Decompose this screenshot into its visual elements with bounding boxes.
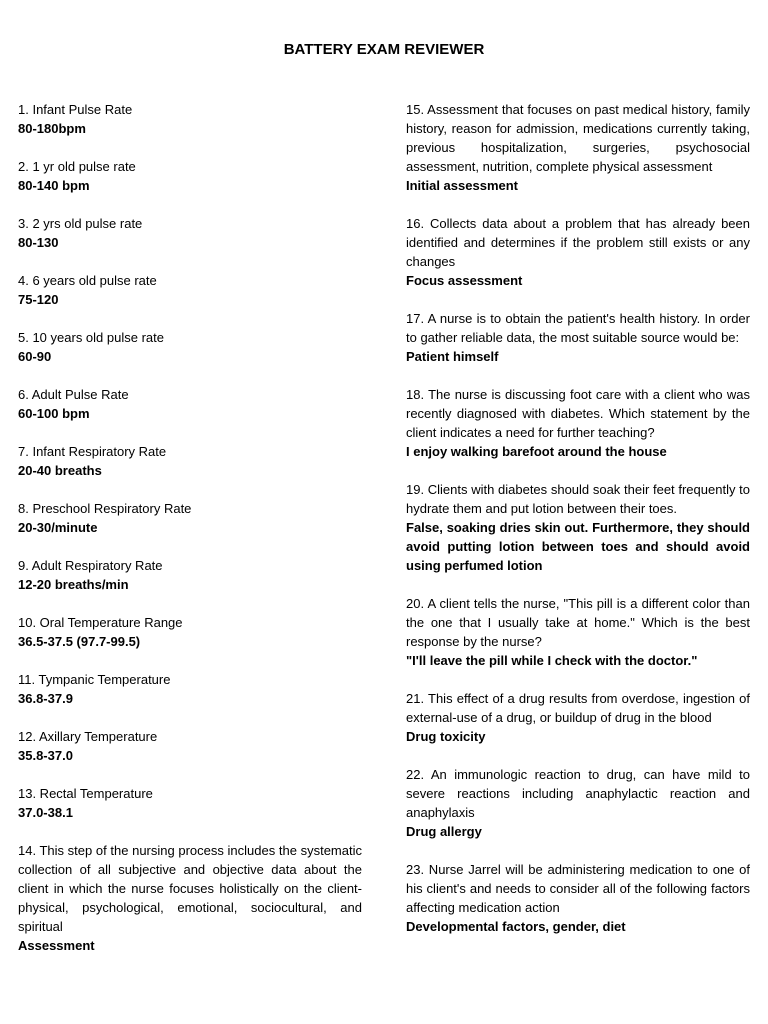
- answer-text: 60-90: [18, 349, 52, 364]
- question-text: 2. 1 yr old pulse rate: [18, 159, 136, 174]
- review-item-22: [406, 765, 750, 841]
- review-item-7: [18, 442, 362, 480]
- answer-text: Developmental factors, gender, diet: [406, 919, 626, 934]
- answer-text: "I'll leave the pill while I check with the doctor.": [406, 653, 698, 668]
- review-item-18: [406, 385, 750, 461]
- question-text: 5. 10 years old pulse rate: [18, 330, 164, 345]
- answer-text: Initial assessment: [406, 178, 518, 193]
- question-text: 11. Tympanic Temperature: [18, 672, 171, 687]
- review-item-15: [406, 100, 750, 195]
- question-text: 6. Adult Pulse Rate: [18, 387, 129, 402]
- question-text: 13. Rectal Temperature: [18, 786, 153, 801]
- review-item-19: [406, 480, 750, 575]
- answer-text: 20-30/minute: [18, 520, 98, 535]
- answer-text: Patient himself: [406, 349, 499, 364]
- answer-text: Assessment: [18, 938, 95, 953]
- left-column: [18, 100, 362, 974]
- answer-text: 80-130: [18, 235, 59, 250]
- answer-text: 35.8-37.0: [18, 748, 73, 763]
- question-text: 14. This step of the nursing process includes the systematic collection of all subjective and objective data about the client in which the nurse focuses holistically on the client-physical, psychological, emotional, sociocultural, and spiritual: [18, 843, 362, 934]
- review-item-23: [406, 860, 750, 936]
- question-text: 9. Adult Respiratory Rate: [18, 558, 163, 573]
- question-text: 18. The nurse is discussing foot care with a client who was recently diagnosed with diabetes. Which statement by the client indicates a need for further teaching?: [406, 387, 750, 440]
- question-text: 12. Axillary Temperature: [18, 729, 158, 744]
- question-text: 21. This effect of a drug results from overdose, ingestion of external-use of a drug, or buildup of drug in the blood: [406, 691, 750, 725]
- right-column: [406, 100, 750, 955]
- question-text: 15. Assessment that focuses on past medical history, family history, reason for admission, medications currently taking, previous hospitalization, surgeries, psychosocial assessment, nutrition, complete physical assessment: [406, 102, 750, 174]
- question-text: 22. An immunologic reaction to drug, can have mild to severe reactions including anaphylactic reaction and anaphylaxis: [406, 767, 750, 820]
- review-item-4: [18, 271, 362, 309]
- review-item-16: [406, 214, 750, 290]
- question-text: 7. Infant Respiratory Rate: [18, 444, 167, 459]
- answer-text: 36.5-37.5 (97.7-99.5): [18, 634, 141, 649]
- answer-text: Focus assessment: [406, 273, 523, 288]
- answer-text: 36.8-37.9: [18, 691, 73, 706]
- review-item-1: [18, 100, 362, 138]
- review-item-20: [406, 594, 750, 670]
- review-item-3: [18, 214, 362, 252]
- answer-text: Drug allergy: [406, 824, 482, 839]
- review-item-12: [18, 727, 362, 765]
- review-item-6: [18, 385, 362, 423]
- review-item-5: [18, 328, 362, 366]
- review-item-17: [406, 309, 750, 366]
- question-text: 23. Nurse Jarrel will be administering medication to one of his client's and needs to consider all of the following factors affecting medication action: [406, 862, 750, 915]
- answer-text: 80-140 bpm: [18, 178, 90, 193]
- answer-text: False, soaking dries skin out. Furthermore, they should avoid putting lotion between toes and should avoid using perfumed lotion: [406, 520, 750, 573]
- page-title: BATTERY EXAM REVIEWER: [283, 41, 485, 58]
- answer-text: 12-20 breaths/min: [18, 577, 129, 592]
- question-text: 10. Oral Temperature Range: [18, 615, 183, 630]
- review-item-2: [18, 157, 362, 195]
- review-item-21: [406, 689, 750, 746]
- answer-text: 20-40 breaths: [18, 463, 102, 478]
- question-text: 17. A nurse is to obtain the patient's health history. In order to gather reliable data, the most suitable source would be:: [406, 311, 750, 345]
- review-item-11: [18, 670, 362, 708]
- question-text: 19. Clients with diabetes should soak their feet frequently to hydrate them and put lotion between their toes.: [406, 482, 750, 516]
- answer-text: 37.0-38.1: [18, 805, 73, 820]
- question-text: 4. 6 years old pulse rate: [18, 273, 157, 288]
- question-text: 8. Preschool Respiratory Rate: [18, 501, 192, 516]
- answer-text: Drug toxicity: [406, 729, 486, 744]
- answer-text: I enjoy walking barefoot around the house: [406, 444, 667, 459]
- answer-text: 80-180bpm: [18, 121, 86, 136]
- review-item-9: [18, 556, 362, 594]
- review-item-10: [18, 613, 362, 651]
- answer-text: 60-100 bpm: [18, 406, 90, 421]
- review-item-8: [18, 499, 362, 537]
- question-text: 16. Collects data about a problem that has already been identified and determines if the problem still exists or any changes: [406, 216, 750, 269]
- question-text: 3. 2 yrs old pulse rate: [18, 216, 143, 231]
- answer-text: 75-120: [18, 292, 59, 307]
- question-text: 20. A client tells the nurse, "This pill is a different color than the one that I usually take at home." Which is the best response by the nurse?: [406, 596, 750, 649]
- question-text: 1. Infant Pulse Rate: [18, 102, 133, 117]
- review-item-14: [18, 841, 362, 955]
- review-item-13: [18, 784, 362, 822]
